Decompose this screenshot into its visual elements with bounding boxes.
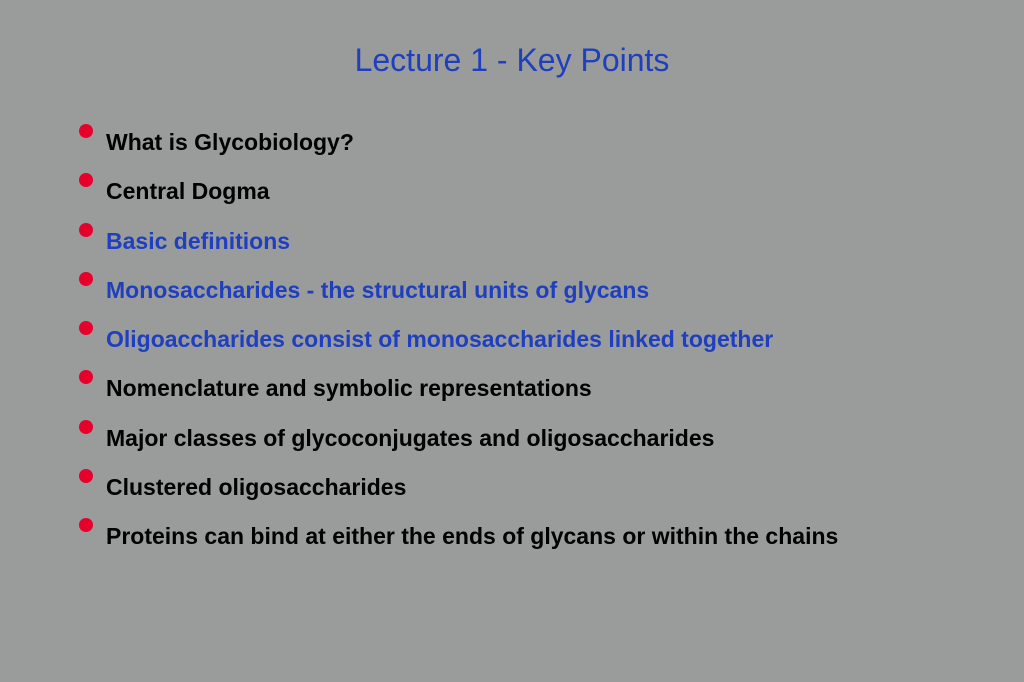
bullet-dot-icon [79, 223, 93, 237]
bullet-text: Major classes of glycoconjugates and oligosaccharides [106, 424, 715, 451]
bullet-text: Nomenclature and symbolic representations [106, 375, 592, 402]
bullet-text: Monosaccharides - the structural units of glycans [106, 276, 650, 303]
bullet-dot-icon [79, 469, 93, 483]
bullet-dot-icon [79, 518, 93, 532]
bullet-text: Clustered oligosaccharides [106, 474, 407, 501]
bullet-dot-icon [79, 420, 93, 434]
bullet-dot-icon [79, 370, 93, 384]
bullet-dot-icon [79, 321, 93, 335]
slide-title: Lecture 1 - Key Points [354, 42, 670, 78]
bullet-dot-icon [79, 272, 93, 286]
bullet-text: Central Dogma [106, 178, 270, 205]
bullet-text: What is Glycobiology? [106, 129, 354, 155]
bullet-text: Basic definitions [106, 227, 291, 254]
bullet-text: Oligoaccharides consist of monosaccharides linked together [106, 326, 774, 353]
bullet-dot-icon [79, 124, 93, 138]
bullet-dot-icon [79, 173, 93, 187]
bullet-text: Proteins can bind at either the ends of glycans or within the chains [106, 523, 839, 550]
